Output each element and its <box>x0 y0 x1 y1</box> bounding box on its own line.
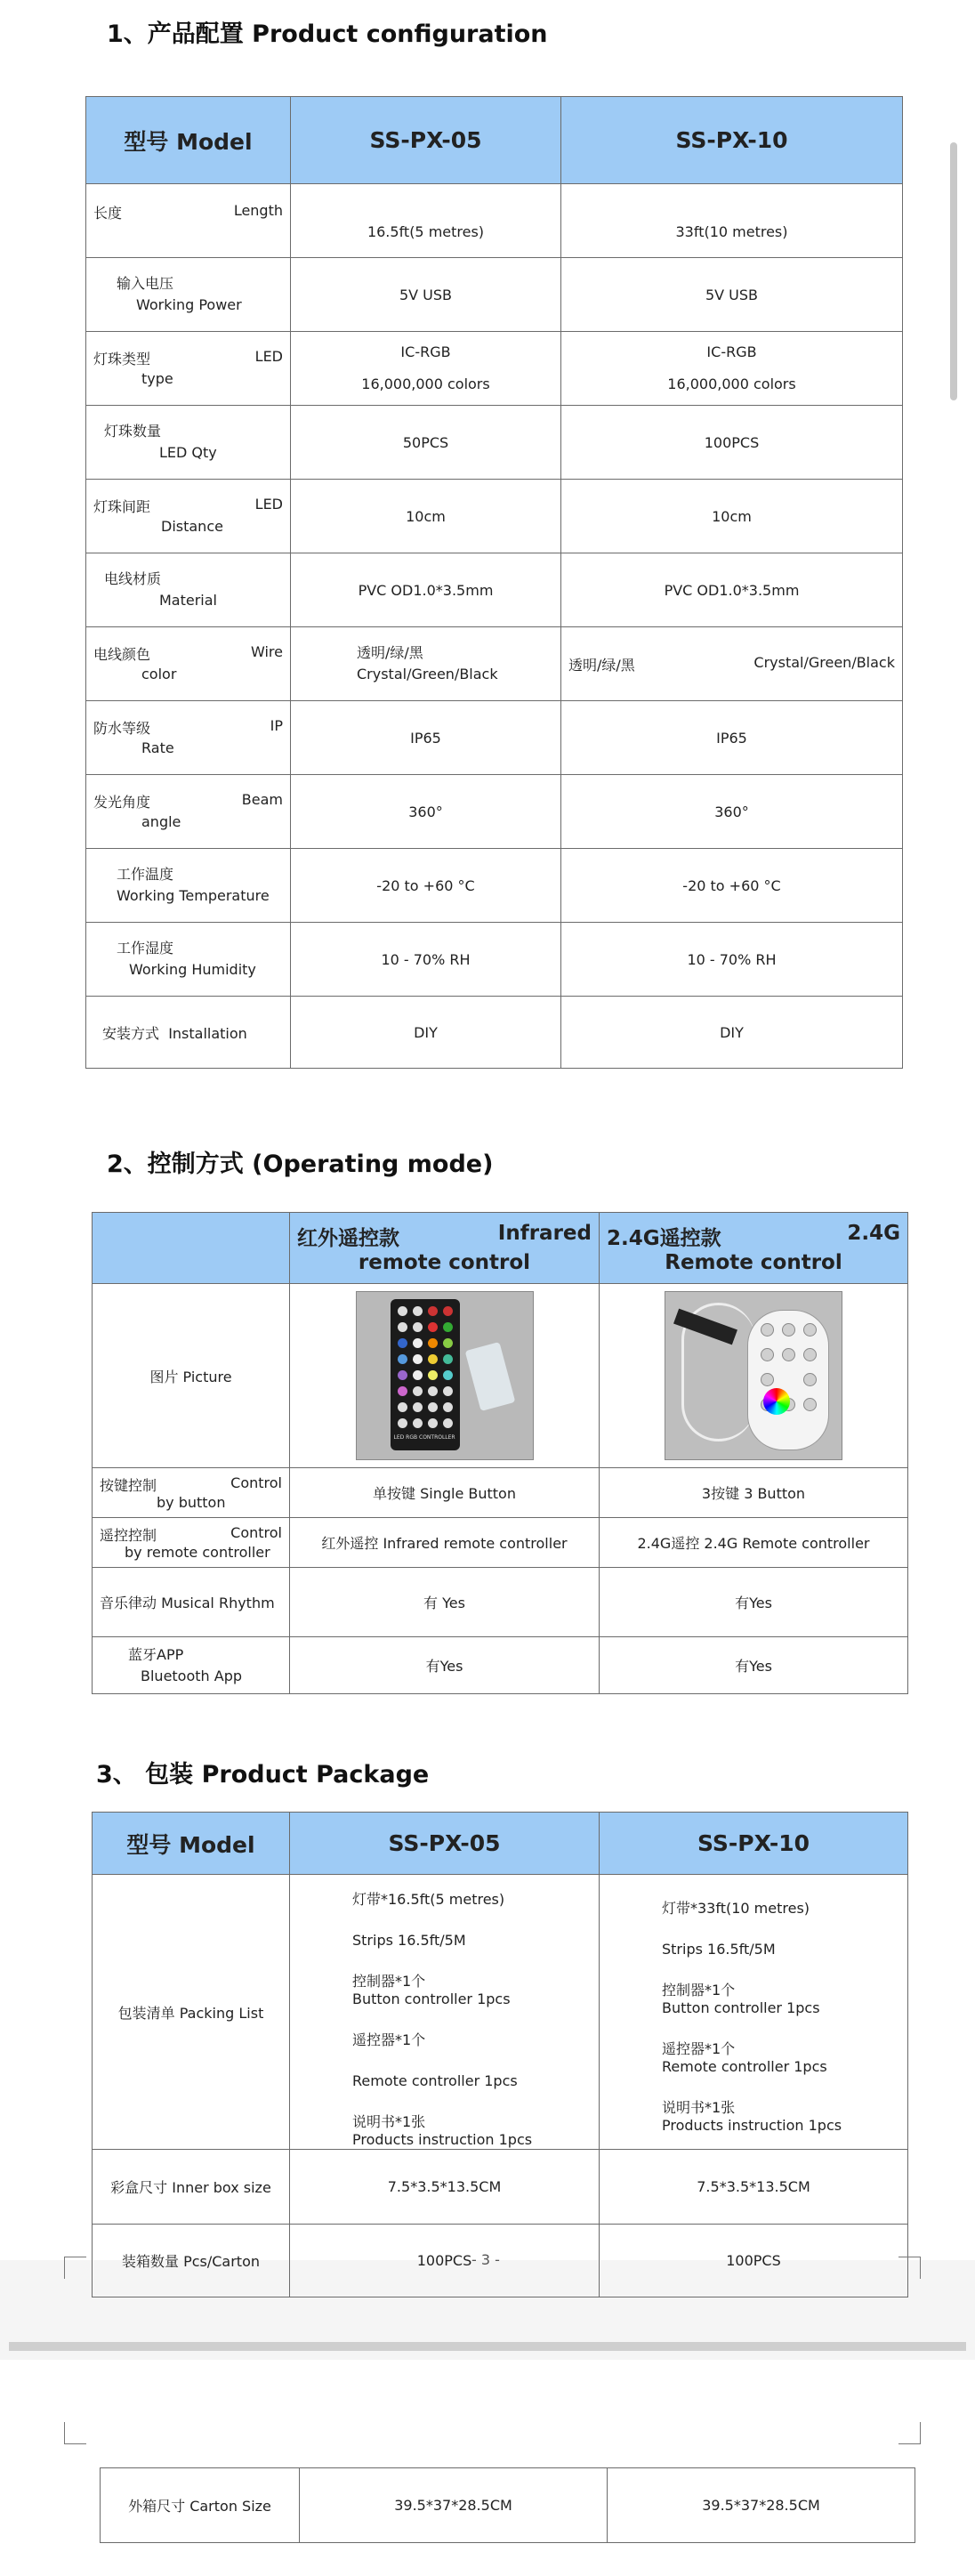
row-label-en: Installation <box>168 1024 247 1042</box>
remote-button <box>428 1386 438 1396</box>
cell-value: 39.5*37*28.5CM <box>608 2468 915 2543</box>
list-item-zh: 控制器*1个 <box>352 1973 426 1990</box>
remote-button <box>428 1338 438 1348</box>
list-item-en: Remote controller 1pcs <box>662 2058 827 2075</box>
row-label-zh: 电线材质 <box>104 570 162 587</box>
remote-button <box>398 1418 407 1428</box>
cell-value: -20 to +60 °C <box>291 849 561 923</box>
remote-button <box>413 1306 423 1316</box>
cell-value: 10cm <box>561 480 903 553</box>
cell-value: 有Yes <box>290 1637 600 1694</box>
row-label: 彩盒尺寸 Inner box size <box>93 2150 290 2225</box>
cell-value: 16,000,000 colors <box>667 375 796 392</box>
remote-button <box>398 1386 407 1396</box>
cell-value: Crystal/Green/Black <box>357 666 498 682</box>
color-wheel-button <box>763 1388 790 1415</box>
row-label-en: LED <box>254 495 283 513</box>
header-empty <box>93 1213 290 1284</box>
header-ir-zh: 红外遥控款 <box>297 1227 399 1250</box>
table-row <box>101 2468 915 2543</box>
cell-value: DIY <box>561 997 903 1069</box>
table-row <box>86 184 903 258</box>
cell-value: 5V USB <box>291 258 561 332</box>
remote-button <box>428 1402 438 1412</box>
row-label-zh: 长度 <box>93 204 123 222</box>
cell-value: IP65 <box>561 701 903 775</box>
list-item-zh: 控制器*1个 <box>662 1982 736 1999</box>
table-row <box>93 2150 908 2225</box>
row-label-en: Bluetooth App <box>141 1667 243 1684</box>
rf-remote-image <box>665 1291 842 1460</box>
remote-button <box>413 1354 423 1364</box>
remote-button <box>443 1402 453 1412</box>
remote-button <box>428 1354 438 1364</box>
header-col1: SS-PX-05 <box>291 97 561 184</box>
list-item: 遥控器*1个 <box>352 2031 426 2048</box>
row-label-en: Control <box>230 1474 282 1491</box>
list-item-zh: 说明书*1张 <box>662 2099 736 2116</box>
row-label-en: LED Qty <box>159 444 217 461</box>
remote-button <box>413 1386 423 1396</box>
cell-value: Crystal/Green/Black <box>753 653 895 671</box>
cell-value: 360° <box>561 775 903 849</box>
row-label-en: Length <box>233 201 283 219</box>
table-row <box>93 1468 908 1518</box>
remote-button <box>782 1348 795 1361</box>
row-label-en2: Rate <box>141 739 174 756</box>
row-label: 外箱尺寸 Carton Size <box>101 2468 300 2543</box>
list-item: 灯带*16.5ft(5 metres) <box>352 1891 505 1908</box>
header-ir-en2: remote control <box>358 1251 531 1274</box>
cell-value: 39.5*37*28.5CM <box>300 2468 608 2543</box>
table-row <box>86 997 903 1069</box>
list-item-en: Products instruction 1pcs <box>352 2131 533 2148</box>
remote-button <box>443 1386 453 1396</box>
header-24g-en2: Remote control <box>665 1251 842 1274</box>
list-item <box>352 1973 592 2008</box>
table-row <box>86 627 903 701</box>
cell-value: 5V USB <box>561 258 903 332</box>
list-item-zh: 说明书*1张 <box>352 2113 426 2130</box>
remote-button <box>803 1348 817 1361</box>
row-label-zh: 安装方式 <box>102 1024 160 1042</box>
header-col2: SS-PX-10 <box>561 97 903 184</box>
remote-button <box>428 1418 438 1428</box>
remote-button <box>413 1322 423 1332</box>
section2-title: 2、控制方式 (Operating mode) <box>107 1151 494 1178</box>
cell-value: 10 - 70% RH <box>291 923 561 997</box>
row-label-zh: 电线颜色 <box>93 645 151 663</box>
row-label-zh: 灯珠数量 <box>104 423 162 440</box>
row-label-en: Control <box>230 1524 282 1541</box>
remote-button <box>428 1322 438 1332</box>
remote-button <box>413 1402 423 1412</box>
carton-size-table <box>100 2467 915 2543</box>
row-label-en: Beam <box>241 790 283 808</box>
row-label-zh: 输入电压 <box>117 275 174 292</box>
list-item <box>352 2113 592 2149</box>
remote-button <box>443 1338 453 1348</box>
table-row <box>86 480 903 553</box>
row-label-en2: color <box>141 665 177 682</box>
section1-title: 1、产品配置 Product configuration <box>107 20 548 48</box>
table-row <box>93 1284 908 1468</box>
packing-list-col2 <box>662 1900 900 2135</box>
table-row <box>86 849 903 923</box>
cell-value: 透明/绿/黑 <box>357 644 423 661</box>
table-row <box>86 775 903 849</box>
list-item: 灯带*33ft(10 metres) <box>662 1900 810 1917</box>
list-item-en: Products instruction 1pcs <box>662 2117 842 2134</box>
cell-value: 360° <box>291 775 561 849</box>
cell-value: 红外遥控 Infrared remote controller <box>290 1518 600 1568</box>
operating-mode-table <box>92 1212 908 1694</box>
ir-remote-body <box>391 1299 460 1450</box>
row-label-zh: 防水等级 <box>93 719 151 737</box>
row-label-en: Working Power <box>136 296 242 313</box>
cell-value: 有Yes <box>600 1568 908 1637</box>
row-label-en: Working Temperature <box>117 887 270 904</box>
row-label-zh: 按键控制 <box>100 1477 157 1494</box>
list-item-zh: 遥控器*1个 <box>662 2040 736 2057</box>
header-ir-en: Infrared <box>497 1222 592 1245</box>
cell-value: 7.5*3.5*13.5CM <box>290 2150 600 2225</box>
remote-button <box>398 1338 407 1348</box>
remote-button <box>803 1373 817 1386</box>
cell-value: 10 - 70% RH <box>561 923 903 997</box>
cell-value: 2.4G遥控 2.4G Remote controller <box>600 1518 908 1568</box>
rf-remote-body <box>747 1310 829 1450</box>
cell-value: 100PCS <box>290 2225 600 2297</box>
header-24g-zh: 2.4G遥控款 <box>607 1227 721 1250</box>
crop-mark <box>898 2257 921 2279</box>
table-row <box>93 1875 908 2150</box>
cell-value: 有Yes <box>600 1637 908 1694</box>
remote-button <box>398 1354 407 1364</box>
cell-value: 7.5*3.5*13.5CM <box>600 2150 908 2225</box>
table-row <box>86 701 903 775</box>
remote-button <box>443 1306 453 1316</box>
remote-button <box>443 1370 453 1380</box>
row-label-zh: 蓝牙APP <box>128 1645 184 1663</box>
remote-button <box>761 1323 774 1336</box>
row-label-en: Working Humidity <box>129 961 256 978</box>
header-model: 型号 Model <box>86 97 291 184</box>
table-row <box>93 1637 908 1694</box>
cell-value: 100PCS <box>600 2225 908 2297</box>
cell-value: IC-RGB <box>400 343 451 360</box>
ir-remote-image <box>356 1291 534 1460</box>
page-separator <box>9 2342 966 2351</box>
table-row <box>86 553 903 627</box>
cell-value: 100PCS <box>561 406 903 480</box>
packing-list-label: 包装清单 Packing List <box>93 1875 290 2150</box>
row-label-en2: Distance <box>161 517 223 535</box>
picture-label: 图片 Picture <box>93 1284 290 1468</box>
list-item <box>662 2040 900 2076</box>
row-label-zh: 工作温度 <box>117 866 174 883</box>
header-col2: SS-PX-10 <box>600 1813 908 1875</box>
cell-value: 50PCS <box>291 406 561 480</box>
list-item-en: Button controller 1pcs <box>662 1999 820 2016</box>
scrollbar[interactable] <box>950 142 957 400</box>
row-label-en2: type <box>141 369 173 387</box>
remote-button <box>413 1370 423 1380</box>
packing-list-col1 <box>352 1891 592 2149</box>
row-label-en: LED <box>254 347 283 365</box>
row-label-en2: by remote controller <box>125 1544 270 1561</box>
cell-value: 16.5ft(5 metres) <box>367 222 485 240</box>
header-col1: SS-PX-05 <box>290 1813 600 1875</box>
remote-button <box>443 1418 453 1428</box>
remote-button <box>398 1322 407 1332</box>
cell-value: IP65 <box>291 701 561 775</box>
remote-button <box>398 1402 407 1412</box>
remote-button <box>428 1306 438 1316</box>
remote-button <box>443 1322 453 1332</box>
remote-button <box>443 1354 453 1364</box>
row-label-en: Wire <box>251 642 283 660</box>
crop-mark <box>64 2257 86 2279</box>
product-package-table <box>92 1812 908 2297</box>
row-label-en: Material <box>159 592 217 609</box>
cell-value: 单按键 Single Button <box>290 1468 600 1518</box>
header-model: 型号 Model <box>93 1813 290 1875</box>
crop-mark <box>898 2422 921 2444</box>
usb-controller-shape <box>464 1342 515 1411</box>
cell-value: 16,000,000 colors <box>361 375 490 392</box>
remote-button <box>803 1323 817 1336</box>
cell-value: PVC OD1.0*3.5mm <box>291 553 561 627</box>
remote-button <box>761 1348 774 1361</box>
table-row <box>93 1568 908 1637</box>
row-label: 音乐律动 Musical Rhythm <box>93 1568 290 1637</box>
table-row <box>86 923 903 997</box>
row-label-en2: angle <box>141 812 181 830</box>
table-row <box>93 1518 908 1568</box>
remote-button <box>803 1398 817 1411</box>
remote-button <box>398 1306 407 1316</box>
cell-value: IC-RGB <box>706 343 757 360</box>
product-config-table <box>85 96 903 1069</box>
table-row <box>86 258 903 332</box>
cell-value: 有 Yes <box>290 1568 600 1637</box>
remote-button <box>413 1418 423 1428</box>
list-item: Strips 16.5ft/5M <box>352 1932 466 1949</box>
list-item <box>662 2099 900 2135</box>
remote-button <box>398 1370 407 1380</box>
cell-value: 33ft(10 metres) <box>675 222 788 240</box>
row-label-zh: 灯珠类型 <box>93 350 151 367</box>
row-label-zh: 发光角度 <box>93 793 151 811</box>
cell-value: 10cm <box>291 480 561 553</box>
cell-value: 3按键 3 Button <box>600 1468 908 1518</box>
section3-title: 3、 包装 Product Package <box>96 1761 430 1789</box>
row-label: 装箱数量 Pcs/Carton <box>93 2225 290 2297</box>
row-label-en: IP <box>270 716 283 734</box>
page-number: - 3 - <box>471 2251 500 2268</box>
list-item: Remote controller 1pcs <box>352 2072 518 2089</box>
remote-button <box>428 1370 438 1380</box>
cell-value: PVC OD1.0*3.5mm <box>561 553 903 627</box>
ir-remote-label: LED RGB CONTROLLER <box>393 1434 455 1441</box>
list-item-en: Button controller 1pcs <box>352 1991 511 2007</box>
row-label-zh: 灯珠间距 <box>93 497 151 515</box>
remote-button <box>761 1373 774 1386</box>
list-item: Strips 16.5ft/5M <box>662 1941 776 1958</box>
row-label-zh: 遥控控制 <box>100 1527 157 1544</box>
crop-mark <box>64 2422 86 2444</box>
cell-value: DIY <box>291 997 561 1069</box>
cell-value: 透明/绿/黑 <box>568 656 635 674</box>
row-label-zh: 工作湿度 <box>117 940 174 957</box>
remote-button <box>782 1323 795 1336</box>
table-row <box>86 406 903 480</box>
remote-button <box>413 1338 423 1348</box>
table-row <box>86 332 903 406</box>
cell-value: -20 to +60 °C <box>561 849 903 923</box>
row-label-en2: by button <box>157 1494 226 1511</box>
list-item <box>662 1982 900 2017</box>
table-row <box>93 2225 908 2297</box>
header-24g-en: 2.4G <box>847 1222 900 1245</box>
